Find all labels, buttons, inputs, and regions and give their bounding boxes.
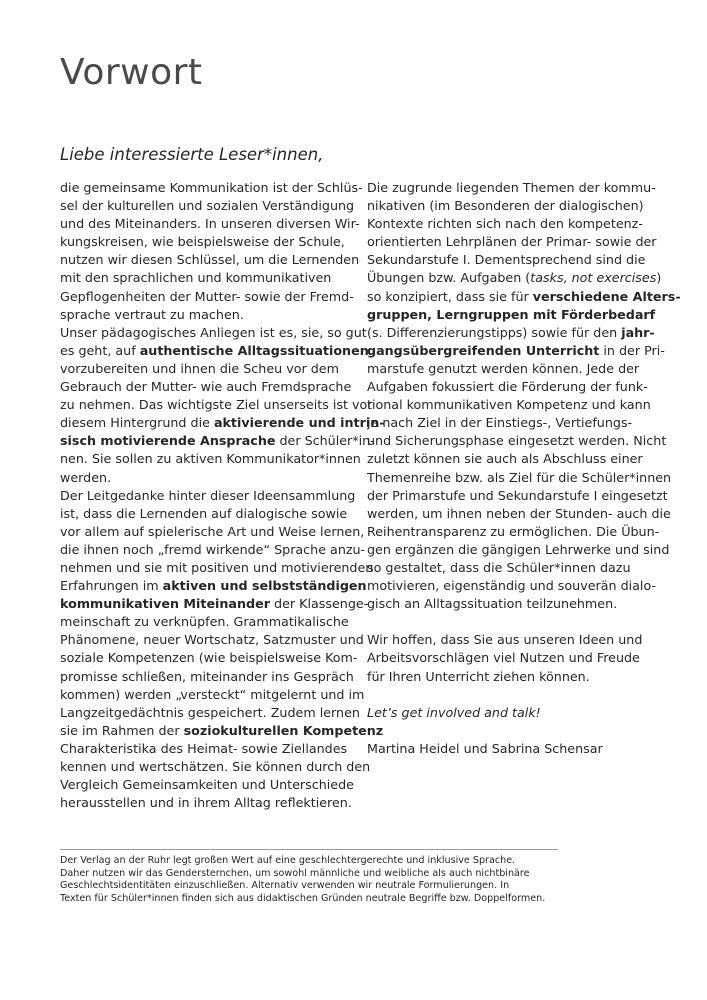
text-run: so konzipiert, dass sie für [367,288,533,304]
text-line [60,668,365,686]
text-line [60,360,365,378]
text-run: tional kommunikativen Kompetenz und kann [367,397,651,413]
text-run: Wir hoffen, dass Sie aus unseren Ideen und [367,632,643,648]
text-line [60,794,365,812]
text-run: sie im Rahmen der [60,722,184,738]
text-run: Gebrauch der Mutter- wie auch Fremdsprache [60,379,352,395]
text-line [60,613,365,631]
text-run: und Sicherungsphase eingesetzt werden. Nicht [367,433,667,449]
text-line [60,306,365,324]
text-line [367,179,667,197]
bold-text: kommunikativen Miteinander [60,596,270,612]
text-run: Sekundarstufe I. Dementsprechend sind die [367,252,646,268]
text-line [60,342,369,360]
text-run: Kontexte richten sich nach den kompetenz- [367,216,643,232]
bold-text: gangsübergreifenden Unterricht [367,342,600,358]
text-run: Aufgaben fokussiert die Förderung der funk- [367,379,648,395]
text-run: mit den sprachlichen und kommunikativen [60,270,332,286]
text-run: Phänomene, neuer Wortschatz, Satzmuster und [60,632,364,648]
paragraph-gap [367,613,667,631]
footnote-line: Daher nutzen wir das Gendersternchen, um sowohl männliche und weibliche als auch nichtbinäre [60,867,530,879]
text-line [60,776,365,794]
text-line [367,251,667,269]
text-run: Gepflogenheiten der Mutter- sowie der Fremd- [60,288,354,304]
paragraph-gap [367,722,667,740]
text-run: werden. [60,469,112,485]
text-run: nikativen (im Besonderen der dialogischen) [367,198,644,214]
text-line [367,668,667,686]
text-run: es geht, auf [60,342,140,358]
bold-text: aktiven und selbstständigen [162,578,367,594]
text-line [60,505,365,523]
footnote-line: Der Verlag an der Ruhr legt großen Wert auf eine geschlechtergerechte und inklusive Sprache. [60,855,516,866]
bold-text: jahr- [621,324,655,340]
text-line [367,595,667,613]
text-line [60,740,365,758]
text-line [367,631,667,649]
text-line [60,758,371,776]
footnote-line: Texten für Schüler*innen finden sich aus didaktischen Gründen neutrale Begriffe bzw. Doppelformen. [60,892,546,904]
text-run: die gemeinsame Kommunikation ist der Schlüs- [60,180,363,195]
text-line [60,559,374,577]
text-line [367,432,667,450]
text-line [60,288,365,306]
footnote-divider [60,849,558,850]
text-line [367,233,667,251]
text-line [60,396,373,414]
text-line [60,541,365,559]
text-run: nehmen und sie mit positiven und motivierenden [60,559,374,575]
paragraph-gap [367,686,667,704]
text-line [60,269,365,287]
text-line [367,215,667,233]
text-line [367,487,667,505]
text-run: Martina Heidel und Sabrina Schensar [367,740,603,756]
text-run: sel der kulturellen und sozialen Verständigung [60,198,355,214]
text-line [60,595,369,613]
text-line [367,342,667,360]
text-line [367,414,667,432]
text-run: in der Pri- [599,342,665,358]
bold-text: gruppen, Lerngruppen mit Förderbedarf [367,306,656,322]
text-line [60,649,365,667]
footnote-line: Geschlechtsidentitäten einzuschließen. Alternativ verwenden wir neutrale Formulierungen. In [60,880,510,892]
text-line [60,450,365,468]
bold-text: aktivierende und intrin- [213,415,385,431]
text-line [367,505,671,523]
text-run: diesem Hintergrund die [60,415,214,431]
text-line [60,487,365,505]
text-line [367,523,667,541]
right-text-column [367,179,681,758]
text-line [60,414,385,432]
text-line [60,215,365,233]
page-title: Vorwort [60,52,203,93]
left-text-column [60,179,385,812]
text-run: kennen und wertschätzen. Sie können durch den [60,759,371,774]
text-run: kungskreisen, wie beispielsweise der Schule, [60,234,345,250]
text-run: Reihentransparenz zu ermöglichen. Die Übun- [367,523,660,539]
footnote [60,855,660,905]
text-run: Arbeitsvorschlägen viel Nutzen und Freude [367,650,640,666]
text-run: zuletzt können sie auch als Abschluss einer [367,451,643,467]
text-run: zu nehmen. Das wichtigste Ziel unserseits ist vor [60,397,373,413]
text-run: für Ihren Unterricht ziehen können. [367,668,590,684]
text-line [367,649,667,667]
text-run: kommen) werden „versteckt“ mitgelernt und im [60,686,365,702]
text-run: motivieren, eigenständig und souverän dialo- [367,578,657,594]
text-line [60,233,365,251]
text-run: ) [656,270,662,286]
text-line [367,360,667,378]
text-run: nutzen wir diesen Schlüssel, um die Lernenden [60,252,360,268]
text-line [60,577,365,595]
text-run: die ihnen noch „fremd wirkende“ Sprache anzu- [60,541,366,557]
text-run: soziale Kompetenzen (wie beispielsweise Kom- [60,650,358,666]
text-line [60,179,365,197]
text-line [367,740,667,758]
text-run: so gestaltet, dass die Schüler*innen dazu [367,559,631,575]
text-run: werden, um ihnen neben der Stunden- auch die [367,505,671,521]
salutation: Liebe interessierte Leser*innen, [60,145,324,164]
text-line [367,396,667,414]
text-line [367,306,667,324]
text-run: Übungen bzw. Aufgaben ( [367,270,531,286]
text-line [367,324,667,342]
bold-text: authentische Alltagssituationen [139,342,369,358]
text-run: ist, dass die Lernenden auf dialogische sowie [60,505,348,521]
text-run: und des Miteinanders. In unseren diversen Wir- [60,216,360,232]
text-run: sprache vertraut zu machen. [60,306,244,322]
text-run: vorzubereiten und ihnen die Scheu vor dem [60,360,339,376]
text-line [60,704,365,722]
text-line [60,324,365,342]
text-line [60,432,375,450]
text-line [367,269,667,287]
text-line [367,541,670,559]
text-run: Themenreihe bzw. als Ziel für die Schüler*innen [367,469,672,485]
text-run: gisch an Alltagssituation teilzunehmen. [367,596,618,612]
text-run: meinschaft zu verknüpfen. Grammatikalische [60,614,349,630]
bold-text: sisch motivierende Ansprache [60,433,276,449]
text-line [367,378,667,396]
text-run: orientierten Lehrplänen der Primar- sowie der [367,234,657,250]
text-line [60,631,365,649]
text-run: (s. Differenzierungstipps) sowie für den [367,324,622,340]
text-line [60,722,384,740]
italic-text: tasks, not exercises [530,270,657,286]
text-line [60,469,365,487]
text-run: je nach Ziel in der Einstiegs-, Vertiefungs- [367,415,633,431]
text-run: der Primarstufe und Sekundarstufe I eingesetzt [367,487,668,503]
italic-text: Let’s get involved and talk! [367,704,541,720]
text-line [367,197,667,215]
text-run: Charakteristika des Heimat- sowie Ziellandes [60,740,348,756]
text-line [60,251,365,269]
text-run: vor allem auf spielerische Art und Weise lernen, [60,523,365,539]
text-run: Unser pädagogisches Anliegen ist es, sie, so gut [60,324,367,340]
text-run: nen. Sie sollen zu aktiven Kommunikator*innen [60,451,361,467]
text-run: gen ergänzen die gängigen Lehrwerke und sind [367,541,670,557]
bold-text: verschiedene Alters- [532,288,681,304]
text-run: der Schüler*in- [275,433,375,449]
text-run: Der Leitgedanke hinter dieser Ideensammlung [60,487,356,503]
text-run: herausstellen und in ihrem Alltag reflektieren. [60,795,352,811]
text-line [367,288,681,306]
text-run: Vergleich Gemeinsamkeiten und Unterschiede [60,777,354,793]
text-line [367,577,667,595]
text-line [367,559,667,577]
text-line [60,378,365,396]
text-line [60,686,365,704]
text-line [367,450,667,468]
text-run: promisse schließen, miteinander ins Gespräch [60,668,354,684]
bold-text: soziokulturellen Kompetenz [183,722,384,738]
text-run: Erfahrungen im [60,578,163,594]
text-run: marstufe genutzt werden können. Jede der [367,360,640,376]
text-line [60,523,365,541]
text-line [367,469,672,487]
text-run: Die zugrunde liegenden Themen der kommu- [367,180,656,195]
text-run: der Klassenge- [269,596,369,612]
text-line [60,197,365,215]
text-line [367,704,667,722]
text-run: Langzeitgedächtnis gespeichert. Zudem lernen [60,704,360,720]
